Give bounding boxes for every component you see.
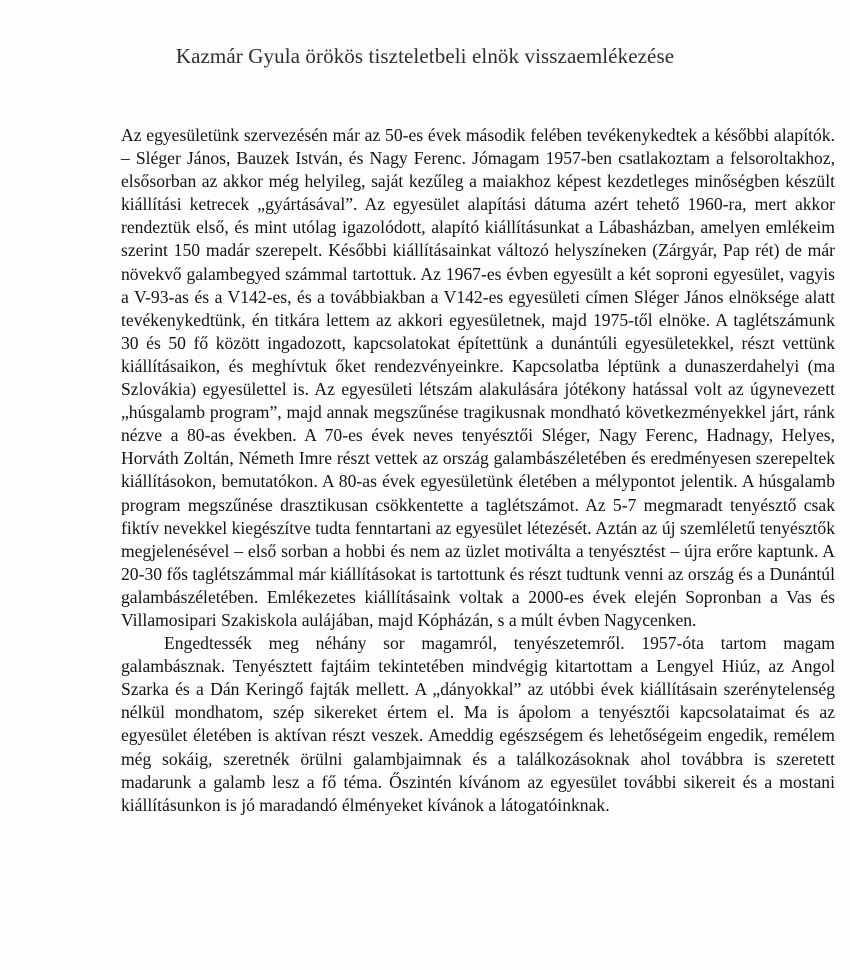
document-title: Kazmár Gyula örökös tiszteletbeli elnök visszaemlékezése xyxy=(175,44,675,68)
paragraph-1: Az egyesületünk szervezésén már az 50-es évek második felében tevékenykedtek a későbbi alapítók. – Sléger János, Bauzek István, és Nagy Ferenc. Jómagam 1957-ben csatlakoztam a felsoroltakhoz, elsősorban az akkor még helyileg, saját kezűleg a maiakhoz képest kezdetleges minőségben készült kiállítási ketrecek „gyártásával”. Az egyesület alapítási dátuma azért tehető 1960-ra, mert akkor rendeztük első, és mint utólag igazolódott, alapító kiállításunkat a Lábasházban, amelyen emlékeim szerint 150 madár szerepelt. Későbbi kiállításainkat változó helyszíneken (Zárgyár, Pap rét) de már növekvő galambegyed számmal tartottuk. Az 1967-es évben egyesült a két soproni egyesület, vagyis a V-93-as és a V142-es, és a továbbiakban a V142-es egyesületi címen Sléger János elnöksége alatt tevékenykedtünk, én titkára lettem az akkori egyesületnek, majd 1975-től elnöke. A taglétszámunk 30 és 50 fő között ingadozott, kapcsolatokat építettünk a dunántúli egyesületekkel, részt vettünk kiállításaikon, és meghívtuk őket rendezvényeinkre. Kapcsolatba léptünk a dunaszerdahelyi (ma Szlovákia) egyesülettel is. Az egyesületi létszám alakulására jótékony hatással volt az úgynevezett „húsgalamb program”, majd annak megszűnése tragikusnak mondható következményekkel járt, ránk nézve a 80-as években. A 70-es évek neves tenyésztői Sléger, Nagy Ferenc, Hadnagy, Helyes, Horváth Zoltán, Németh Imre részt vettek az ország galambászéletében és eredményesen szerepeltek kiállításokon, bemutatókon. A 80-as évek egyesületünk életében a mélypontot jelentik. A húsgalamb program megszűnése drasztikusan csökkentette a taglétszámot. Az 5-7 megmaradt tenyésztő csak fiktív nevekkel kiegészítve tudta fenntartani az egyesület létezését. Aztán az új szemléletű tenyésztők megjelenésével – első sorban a hobbi és nem az üzlet motiválta a tenyésztést – újra erőre kaptunk. A 20-30 fős taglétszámmal már kiállításokat is tartottunk és részt tudtunk venni az ország és a Dunántúl galambászéletében. Emlékezetes kiállításaink voltak a 2000-es évek elején Sopronban a Vas és Villamosipari Szakiskola aulájában, majd Kópházán, s a múlt évben Nagycenken. xyxy=(121,125,835,630)
document-body xyxy=(121,124,835,817)
paragraph-2: Engedtessék meg néhány sor magamról, tenyészetemről. 1957-óta tartom magam galambásznak. Tenyésztett fajtáim tekintetében mindvégig kitartottam a Lengyel Hiúz, az Angol Szarka és a Dán Keringő fajták mellett. A „dányokkal” az utóbbi évek kiállításain szerénytelenség nélkül mondhatom, szép sikereket értem el. Ma is ápolom a tenyésztői kapcsolataimat és az egyesület életében is aktívan részt veszek. Ameddig egészségem és lehetőségeim engedik, remélem még sokáig, szeretnék örülni galambjaimnak és a találkozásoknak ahol továbbra is szeretett madarunk a galamb lesz a fő téma. Őszintén kívánom az egyesület további sikereit és a mostani kiállításunkon is jó maradandó élményeket kívánok a látogatóinknak. xyxy=(121,633,835,815)
